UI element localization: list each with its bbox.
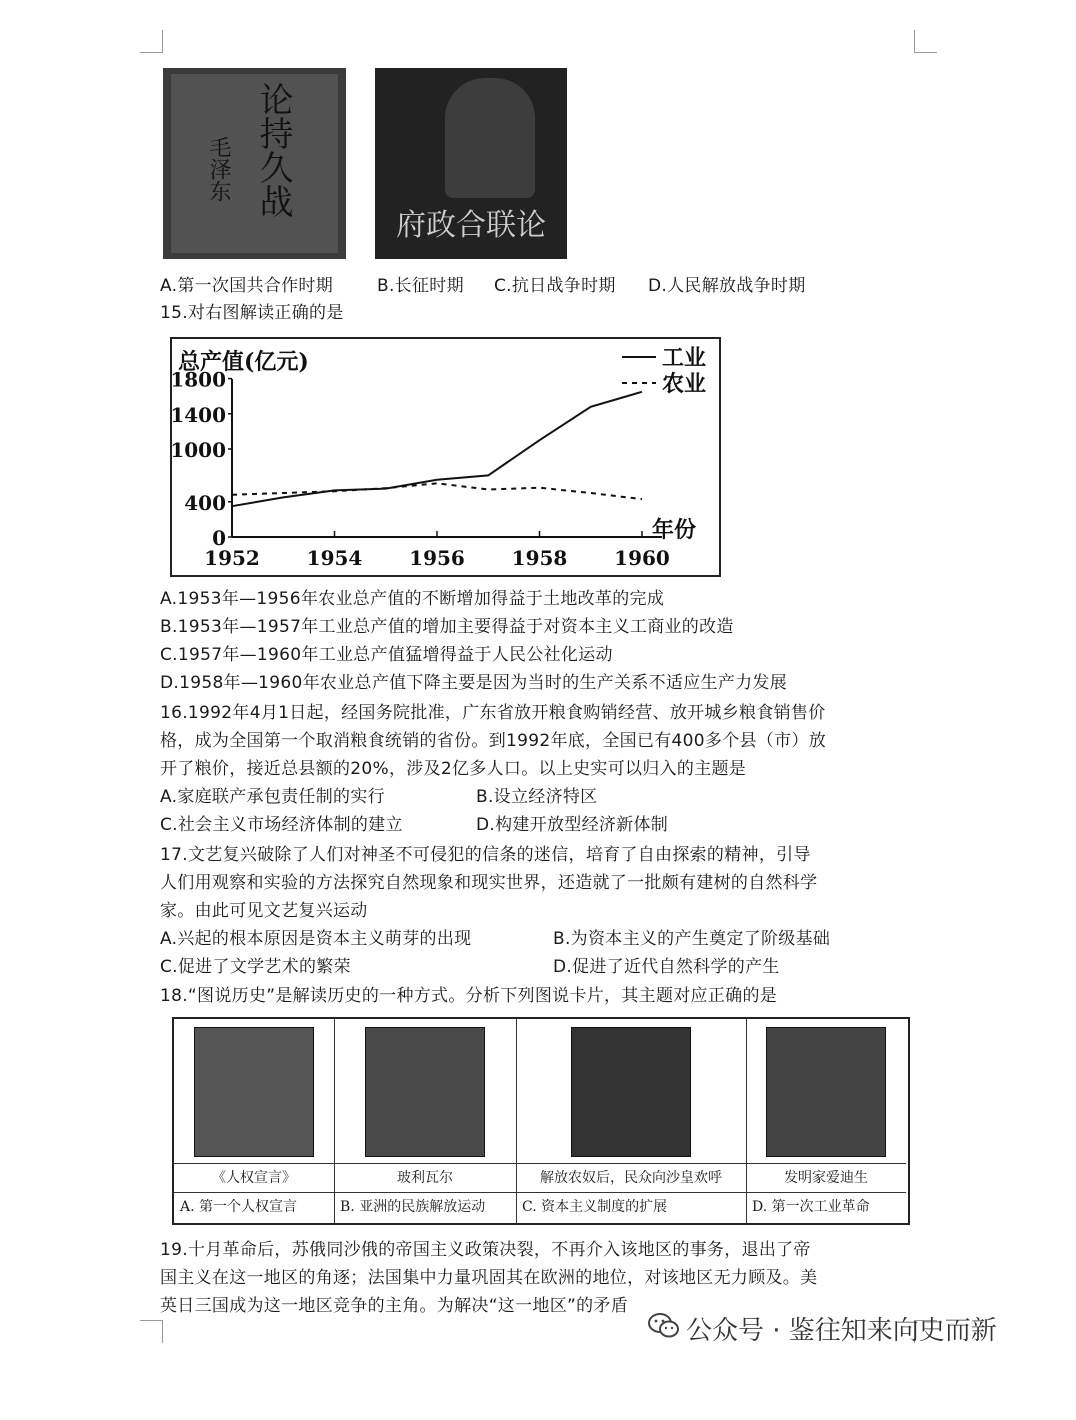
card-a-image xyxy=(194,1027,314,1157)
chart-y-tick-label: 1800 xyxy=(172,367,226,392)
chart-y-tick-label: 1000 xyxy=(172,438,226,462)
chart-x-tick-label: 1958 xyxy=(511,546,568,570)
card-c-answer: C. 资本主义制度的扩展 xyxy=(522,1199,668,1215)
q17-line-1: 17.文艺复兴破除了人们对神圣不可侵犯的信条的迷信，培育了自由探索的精神，引导 xyxy=(160,845,811,865)
q17-option-d: D.促进了近代自然科学的产生 xyxy=(553,957,780,977)
chart-svg xyxy=(172,339,719,575)
legend-agriculture-label: 农业 xyxy=(662,371,707,397)
book-cover-image-left xyxy=(163,68,346,259)
card-b-answer: B. 亚洲的民族解放运动 xyxy=(340,1199,486,1215)
q19-line-1: 19.十月革命后，苏俄同沙俄的帝国主义政策决裂，不再介入该地区的事务，退出了帝 xyxy=(160,1240,811,1260)
q16-option-c: C.社会主义市场经济体制的建立 xyxy=(160,815,403,835)
crop-mark-top-left xyxy=(140,30,163,53)
legend-industry-label: 工业 xyxy=(662,345,707,371)
chart-x-tick-label: 1960 xyxy=(614,546,670,570)
q16-line-3: 开了粮价，接近总县额的20%，涉及2亿多人口。以上史实可以归入的主题是 xyxy=(160,759,747,779)
q18-card-d xyxy=(746,1019,906,1223)
card-b-image xyxy=(365,1027,485,1157)
book-title-right: 论联合政府 xyxy=(396,208,546,243)
q16-line-2: 格，成为全国第一个取消粮食统销的省份。到1992年底，全国已有400多个县（市）放 xyxy=(160,731,827,751)
card-a-caption: 《人权宣言》 xyxy=(174,1163,334,1193)
card-d-image xyxy=(766,1027,886,1157)
q18-card-table xyxy=(172,1017,910,1225)
q17-option-c: C.促进了文学艺术的繁荣 xyxy=(160,957,351,977)
q14-option-b: B.长征时期 xyxy=(377,276,464,296)
q17-option-b: B.为资本主义的产生奠定了阶级基础 xyxy=(553,929,831,949)
chart-series-line-industry xyxy=(232,392,642,506)
card-a-answer: A. 第一个人权宣言 xyxy=(180,1199,298,1215)
q18-card-a xyxy=(174,1019,335,1223)
q16-option-d: D.构建开放型经济新体制 xyxy=(476,815,669,835)
q19-line-2: 国主义在这一地区的角逐；法国集中力量巩固其在欧洲的地位，对该地区无力顾及。美 xyxy=(160,1268,818,1288)
chart-x-tick-label: 1952 xyxy=(204,546,260,570)
book-cover-image-right xyxy=(375,68,567,259)
crop-mark-top-right xyxy=(914,30,937,53)
q15-option-c: C.1957年—1960年工业总产值猛增得益于人民公社化运动 xyxy=(160,645,613,665)
q18-card-b xyxy=(334,1019,517,1223)
q14-option-d: D.人民解放战争时期 xyxy=(648,276,806,296)
chart-ylabel: 总产值(亿元) xyxy=(178,349,309,375)
chart-xlabel: 年份 xyxy=(652,517,697,543)
q16-option-a: A.家庭联产承包责任制的实行 xyxy=(160,787,385,807)
chart-y-tick-label: 0 xyxy=(212,526,226,550)
q15-option-d: D.1958年—1960年农业总产值下降主要是因为当时的生产关系不适应生产力发展 xyxy=(160,673,788,693)
card-c-image xyxy=(571,1027,691,1157)
card-b-caption: 玻利瓦尔 xyxy=(334,1163,516,1193)
watermark-text: 公众号 · 鉴往知来向史而新 xyxy=(686,1316,997,1346)
chart-y-tick-label: 1400 xyxy=(172,402,226,427)
book-author-left: 毛泽东 xyxy=(206,136,231,202)
card-d-answer: D. 第一次工业革命 xyxy=(752,1199,870,1215)
q16-line-1: 16.1992年4月1日起，经国务院批准，广东省放开粮食购销经营、放开城乡粮食销售价 xyxy=(160,703,826,723)
q17-line-3: 家。由此可见文艺复兴运动 xyxy=(160,901,368,921)
q15-stem: 15.对右图解读正确的是 xyxy=(160,303,344,323)
q14-option-c: C.抗日战争时期 xyxy=(494,276,616,296)
q17-line-2: 人们用观察和实验的方法探究自然现象和现实世界，还造就了一批颇有建树的自然科学 xyxy=(160,873,818,893)
card-c-caption: 解放农奴后，民众向沙皇欢呼 xyxy=(516,1163,746,1193)
chart-x-tick-label: 1956 xyxy=(409,546,465,570)
book-title-left: 论持久战 xyxy=(253,82,293,218)
q16-option-b: B.设立经济特区 xyxy=(476,787,598,807)
q15-option-b: B.1953年—1957年工业总产值的增加主要得益于对资本主义工商业的改造 xyxy=(160,617,734,637)
chart-y-tick-label: 400 xyxy=(184,490,226,515)
q14-option-a: A.第一次国共合作时期 xyxy=(160,276,334,296)
crop-mark-bottom-left xyxy=(140,1320,163,1343)
wechat-icon xyxy=(648,1312,680,1340)
q18-card-c xyxy=(516,1019,747,1223)
q15-chart xyxy=(170,337,721,577)
q18-stem: 18.“图说历史”是解读历史的一种方式。分析下列图说卡片，其主题对应正确的是 xyxy=(160,986,778,1006)
chart-x-tick-label: 1954 xyxy=(306,546,363,570)
q15-option-a: A.1953年—1956年农业总产值的不断增加得益于土地改革的完成 xyxy=(160,589,665,609)
card-d-caption: 发明家爱迪生 xyxy=(746,1163,906,1193)
q17-option-a: A.兴起的根本原因是资本主义萌芽的出现 xyxy=(160,929,472,949)
q19-line-3: 英日三国成为这一地区竞争的主角。为解决“这一地区”的矛盾 xyxy=(160,1296,629,1316)
